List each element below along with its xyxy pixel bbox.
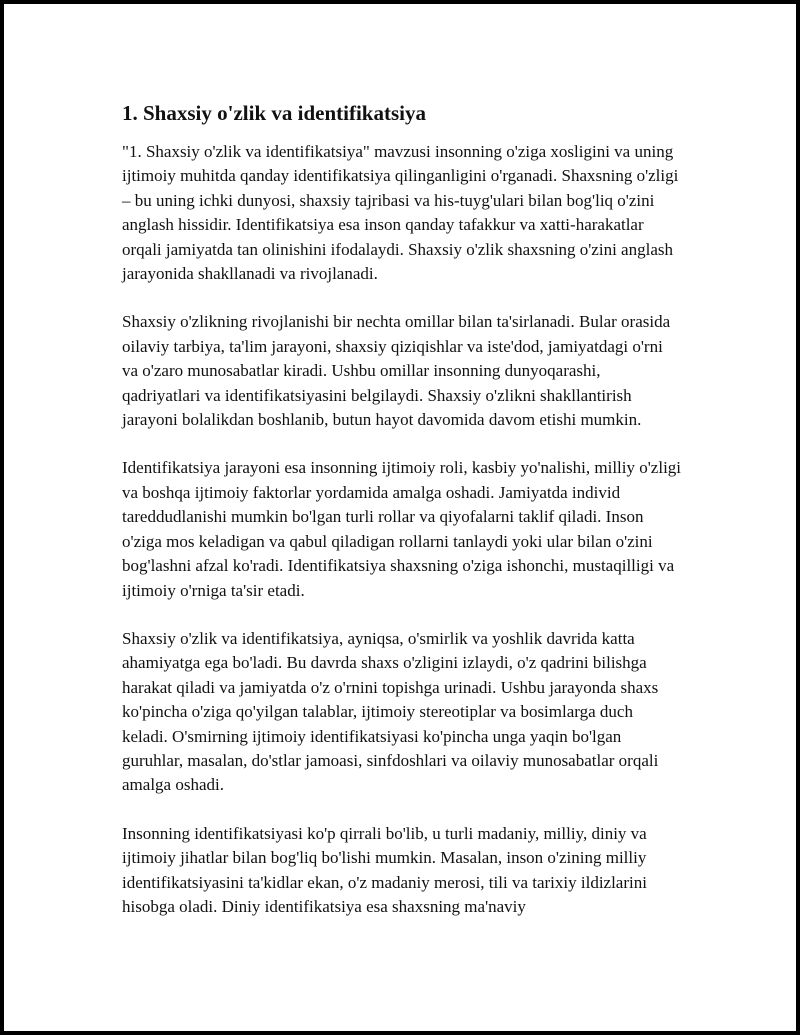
document-body [122, 100, 682, 943]
paragraph-2: Shaxsiy o'zlikning rivojlanishi bir nechta omillar bilan ta'sirlanadi. Bular orasida oilaviy tarbiya, ta'lim jarayoni, shaxsiy qiziqishlar va iste'dod, jamiyatdagi o'rni va o'zaro munosabatlar kiradi. Ushbu omillar insonning dunyoqarashi, qadriyatlari va identifikatsiyasini belgilaydi. Shaxsiy o'zlikni shakllantirish jarayoni bolalikdan boshlanib, butun hayot davomida davom etishi mumkin. [122, 312, 671, 430]
paragraph-5: Insonning identifikatsiyasi ko'p qirrali bo'lib, u turli madaniy, milliy, diniy va ijtimoiy jihatlar bilan bog'liq bo'lishi mumkin. Masalan, inson o'zining milliy identifikatsiyasini ta'kidlar ekan, o'z madaniy merosi, tili va tarixiy ildizlarini hisobga oladi. Diniy identifikatsiya esa shaxsning ma'naviy [122, 823, 647, 916]
document-title: 1. Shaxsiy o'zlik va identifikatsiya [122, 101, 426, 125]
paragraph-1: "1. Shaxsiy o'zlik va identifikatsiya" mavzusi insonning o'ziga xosligini va uning ijtimoiy muhitda qanday identifikatsiya qilinganligini o'rganadi. Shaxsning o'zligi – bu uning ichki dunyosi, shaxsiy tajribasi va his-tuyg'ulari bilan bog'liq o'zini anglash hissidir. Identifikatsiya esa inson qanday tafakkur va xatti-harakatlar orqali jamiyatda tan olinishini ifodalaydi. Shaxsiy o'zlik shaxsning o'zini anglash jarayonida shakllanadi va rivojlanadi. [122, 142, 679, 284]
paragraph-4: Shaxsiy o'zlik va identifikatsiya, ayniqsa, o'smirlik va yoshlik davrida katta ahamiyatga ega bo'ladi. Bu davrda shaxs o'zligini izlaydi, o'z qadrini bilishga harakat qiladi va jamiyatda o'z o'rnini topishga urinadi. Ushbu jarayonda shaxs ko'pincha o'ziga qo'yilgan talablar, ijtimoiy stereotiplar va bosimlarga duch keladi. O'smirning ijtimoiy identifikatsiyasi ko'pincha unga yaqin bo'lgan guruhlar, masalan, do'stlar jamoasi, sinfdoshlari va oilaviy munosabatlar orqali amalga oshadi. [122, 628, 659, 795]
paragraph-3: Identifikatsiya jarayoni esa insonning ijtimoiy roli, kasbiy yo'nalishi, milliy o'zligi va boshqa ijtimoiy faktorlar yordamida amalga oshadi. Jamiyatda individ tareddudlanishi mumkin bo'lgan turli rollar va qiyofalarni taklif qiladi. Inson o'ziga mos keladigan va qabul qiladigan rollarni tanlaydi yoki ular bilan o'zini bog'lashni afzal ko'radi. Identifikatsiya shaxsning o'ziga ishonchi, mustaqilligi va ijtimoiy o'rniga ta'sir etadi. [122, 458, 682, 600]
